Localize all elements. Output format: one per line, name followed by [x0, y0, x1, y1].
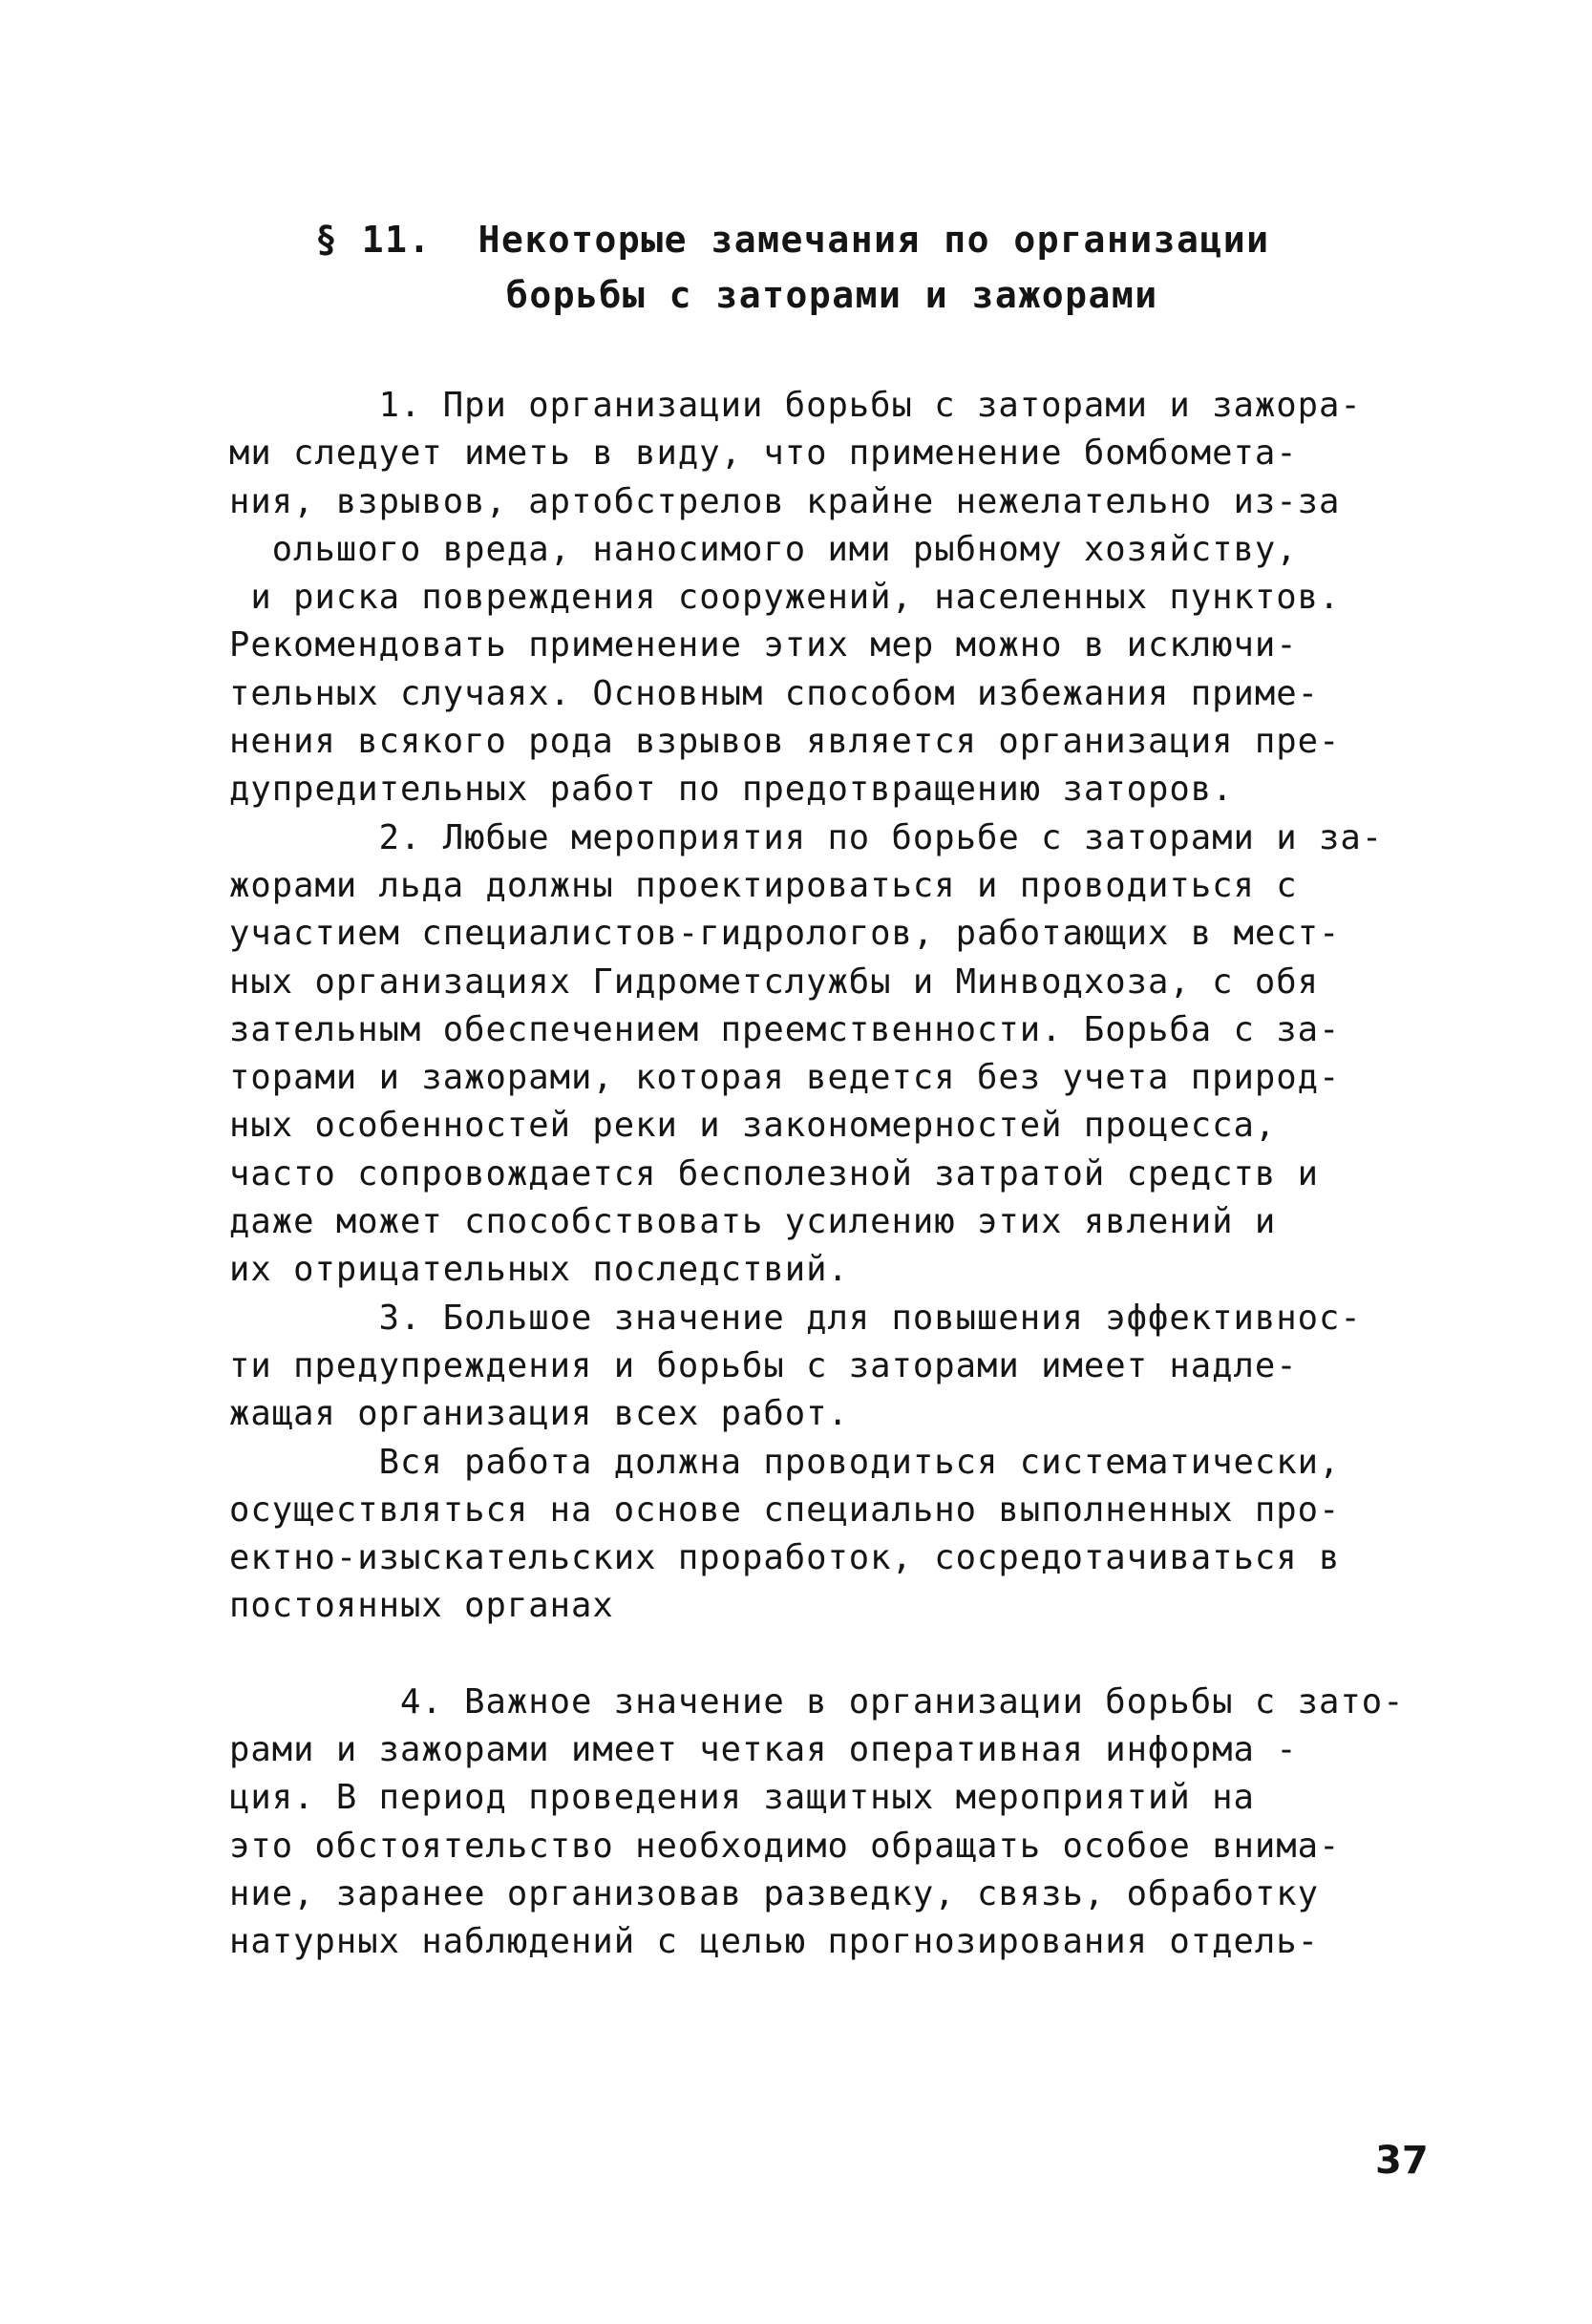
paragraph-gap — [229, 1631, 1490, 1679]
text-line: их отрицательных последствий. — [229, 1250, 849, 1290]
text-line: 1. При организации борьбы с заторами и зажора- — [229, 386, 1362, 425]
text-line: 3. Большое значение для повышения эффективнос- — [229, 1298, 1362, 1338]
text-line: нения всякого рода взрывов является организация пре- — [229, 722, 1341, 762]
text-line: натурных наблюдений с целью прогнозирования отдель- — [229, 1922, 1320, 1962]
text-line: рами и зажорами имеет четкая оперативная информа - — [229, 1730, 1298, 1770]
text-line: 4. Важное значение в организации борьбы с зато- — [229, 1681, 1405, 1722]
text-line: ти предупреждения и борьбы с заторами имеет надле- — [229, 1345, 1298, 1385]
heading-line-1: § 11. Некоторые замечания по организации — [315, 219, 1270, 261]
text-line: Рекомендовать применение этих мер можно в исключи- — [229, 625, 1298, 666]
text-line: жащая организация всех работ. — [229, 1394, 849, 1434]
text-line: ция. В период проведения защитных мероприятий на — [229, 1778, 1255, 1818]
text-line: ми следует иметь в виду, что применение бомбомета- — [229, 433, 1298, 474]
text-line: ние, заранее организовав разведку, связь, обработку — [229, 1873, 1320, 1913]
text-line: 2. Любые мероприятия по борьбе с заторами и за- — [229, 817, 1384, 857]
paragraph-4 — [229, 1679, 1490, 1967]
text-line: постоянных органах — [229, 1586, 614, 1626]
text-line: ния, взрывов, артобстрелов крайне нежелательно из-за — [229, 481, 1341, 521]
text-line: ных организациях Гидрометслужбы и Минводхоза, с обя — [229, 961, 1320, 1002]
text-line: дупредительных работ по предотвращению заторов. — [229, 770, 1234, 810]
text-line: ектно-изыскательских проработок, сосредотачиваться в — [229, 1538, 1341, 1578]
paragraph-1 — [229, 382, 1490, 814]
text-line: жорами льда должны проектироваться и проводиться с — [229, 865, 1298, 905]
page-number: 37 — [1375, 2139, 1429, 2183]
text-line: это обстоятельство необходимо обращать особое внима- — [229, 1826, 1341, 1866]
text-line: и риска повреждения сооружений, населенных пунктов. — [229, 578, 1341, 618]
text-line: часто сопровождается бесполезной затратой средств и — [229, 1153, 1320, 1194]
section-heading — [315, 212, 1366, 323]
text-line: ольшого вреда, наносимого ими рыбному хозяйству, — [229, 529, 1298, 569]
paragraph-2 — [229, 814, 1490, 1295]
text-line: участием специалистов-гидрологов, работающих в мест- — [229, 914, 1341, 954]
paragraph-3-continued — [229, 1439, 1490, 1631]
text-line: даже может способствовать усилению этих явлений и — [229, 1202, 1277, 1242]
text-line: Вся работа должна проводиться систематически, — [229, 1442, 1341, 1482]
text-line: тельных случаях. Основным способом избежания приме- — [229, 673, 1320, 713]
text-line: ных особенностей реки и закономерностей процесса, — [229, 1106, 1277, 1146]
text-line: зательным обеспечением преемственности. Борьба с за- — [229, 1009, 1341, 1049]
paragraph-3 — [229, 1295, 1490, 1439]
text-line: осуществляться на основе специально выполненных про- — [229, 1489, 1341, 1530]
heading-line-2: борьбы с заторами и зажорами — [506, 274, 1158, 316]
text-line: торами и зажорами, которая ведется без учета природ- — [229, 1058, 1341, 1098]
body-text — [229, 382, 1490, 1967]
